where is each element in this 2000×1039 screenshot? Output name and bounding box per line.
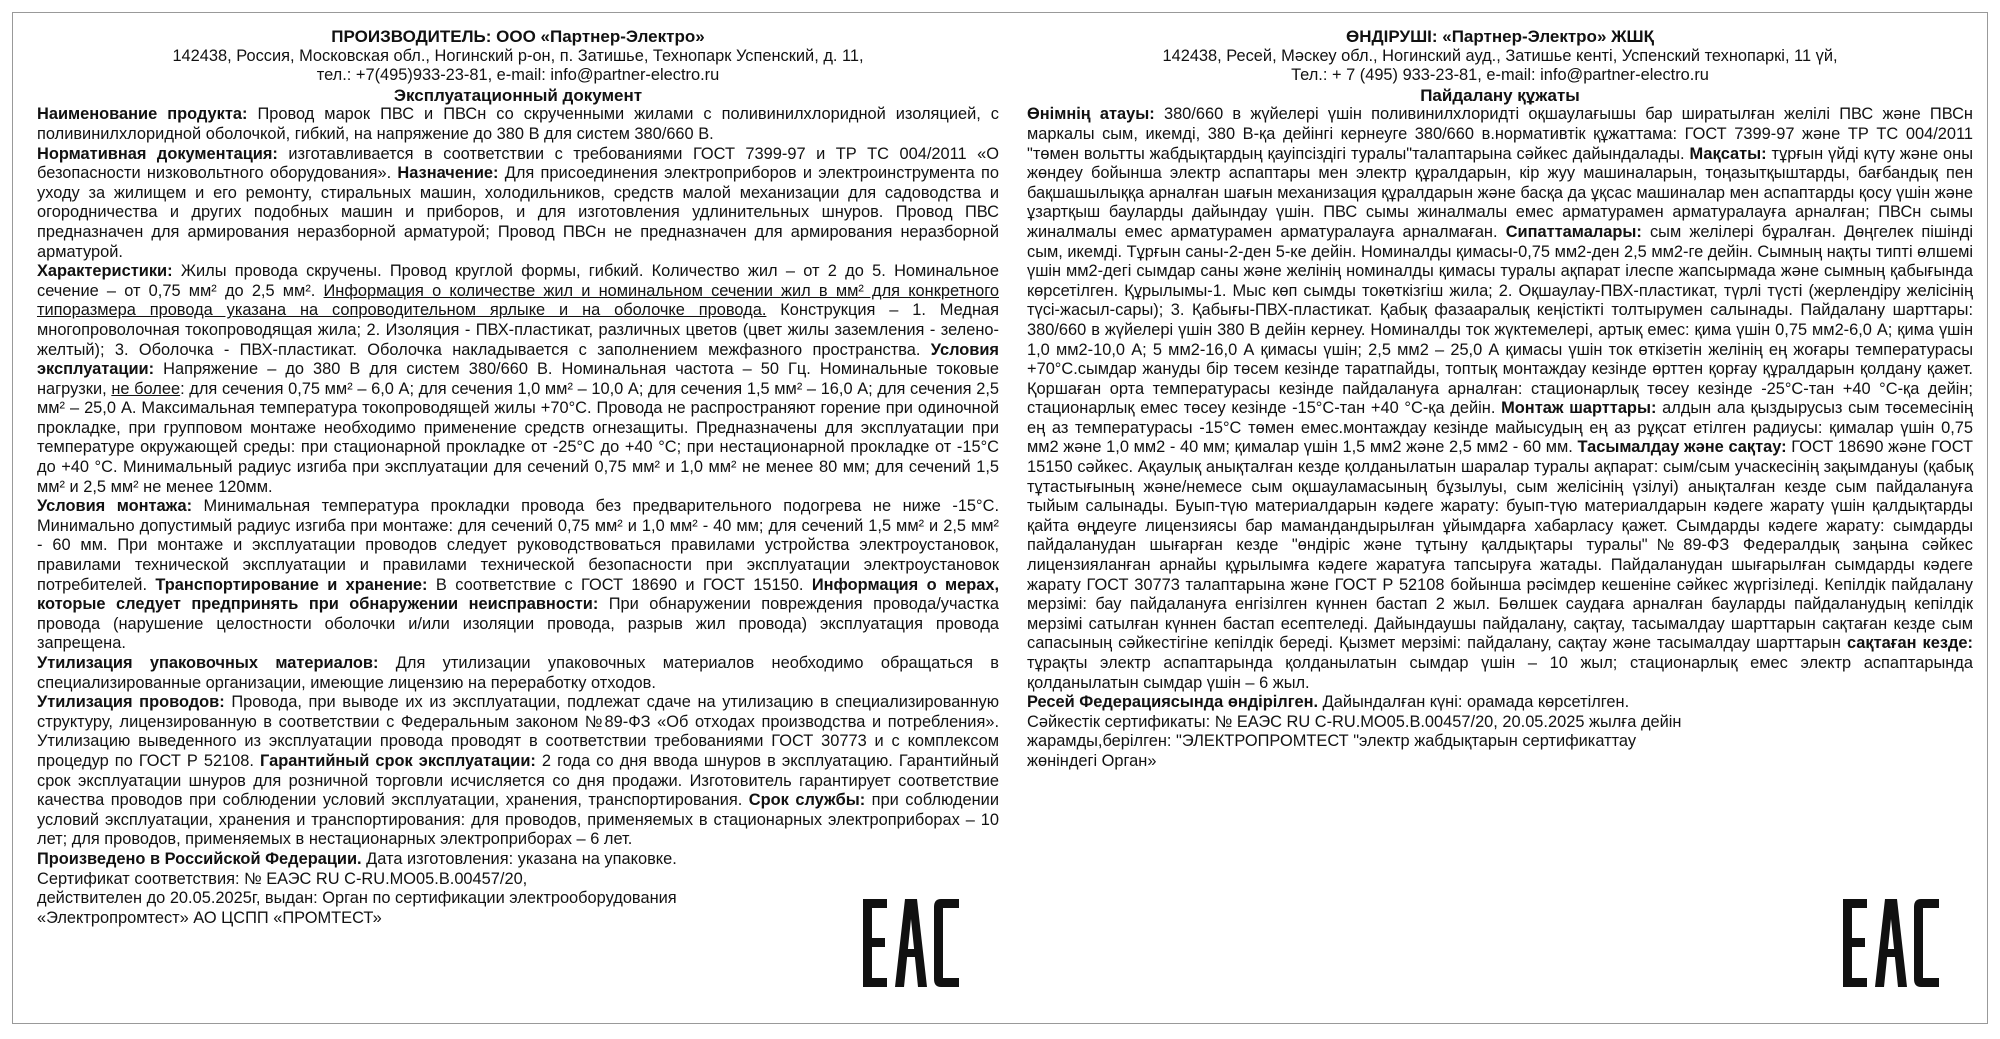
product-name-text: 380/660 в жүйелері үшін поливинилхлоридті оқшаулағышы бар ширатылған желілі ПВС және ПВСн маркалы сым, икемді, 380 В-қа дейінгі кернеуге 380/660 в.нормативтік құжаттама: ГОСТ 7399-97 және ТР ТС 004/2011 "төмен вольтты жабдықтардың қауіпсіздігі туралы"талаптарына сәйкес дайындалады. [1027,105,1973,163]
normative-doc-text: изготавливается в соответствии с требованиями ГОСТ 7399-97 и ТР ТС 004/2011 «О безопасности низковольтного оборудования». [37,144,999,183]
certificate-line-1: Сәйкестік сертификаты: № ЕАЭС RU C-RU.МО05.В.00457/20, 20.05.2025 жылға дейін [1027,712,1682,731]
characteristics-text: сым желілері бұралған. Дөңгелек пішінді сым, икемді. Тұрғын саны-2-ден 5-ке дейін. Номиналды қимасы-0,75 мм2-ден 2,5 мм2-ге дейін. Сымның нақты типті өлшемі үшін мм2-дегі сымдар саны және желінің номиналды қимасы туралы ақпарат ілеспе жапсырмада және сымның қабығында көрсетілген. Құрылымы-1. Мыс көп сымды токөткізгіш жила; 2. Оқшаулау-ПВХ-пластикат, түрлі түсті (жерлендіру желісінің түсі-жасыл-сары); 3. Қабығы-ПВХ-пластикат. Қабық фазааралық кеңістікті толтырумен салынады. Пайдалану шарттары: 380/660 в жүйелері үшін 380 В дейін кернеу. Номиналды ток жүктемелері, артық емес: қима үшін 0,75 мм2-6,0 А; қима үшін 1,0 мм2-10,0 А; 5 мм2-16,0 А қимасы үшін; 2,5 мм2 – 25,0 А қимасы үшін ток өткізетін желінің ең жоғары температурасы +70°С.сымдар жануды бір төсем кезінде таратпайды, топтық монтаждау кезінде өрттен қорғау құралдарын қолдану қажет. Қоршаған орта температурасы кезінде пайдалануға арналған: стационарлық төсеу кезінде -25°С-тан +40 °С-қа дейін; стационарлық емес төсеу кезінде -15°С-тан +40 °С-қа дейін. [1027,222,1973,418]
characteristics-text: Жилы провода скручены. Провод круглой формы, гибкий. Количество жил – от 2 до 5. Номинальное сечение – от 0,75 мм² до 2,5 мм². [37,262,999,300]
producer-address: 142438, Россия, Московская обл., Ногинский р-он, п. Затишье, Технопарк Успенский, д. 11, [172,46,864,65]
packaging-disposal-text: Для утилизации упаковочных материалов необходимо обращаться в специализированные организации, имеющие лицензию на переработку отходов. [37,654,999,692]
label-sheet [12,12,1988,1024]
packaging-disposal-label: Утилизация упаковочных материалов: [37,654,379,672]
normative-doc-paragraph [37,145,999,263]
normative-doc-label: Нормативная документация: [37,144,278,163]
purpose-text: тұрғын үйді күту және оны жөндеу бойынша электр аспаптары мен электр құралдарын, кір жуу машиналарын, тоңазытқыштарды, бағбандық пен бақшашылыққа арналған шағын механизация құралдарын және басқа да ұқсас машиналар мен аспаптарды қосу үшін және ұзартқыш бауларды дайындау үшін. ПВС сымы жиналмалы емес арматурамен арматуралауға арналған; ПВСн сымы жиналмалы емес арматурамен арматуралауға арналмаған. [1027,144,1973,241]
characteristics-label: Сипаттамалары: [1505,222,1642,241]
product-name-paragraph [1027,105,1973,693]
wire-disposal-label: Утилизация проводов: [37,693,225,712]
no-more-than-underlined: не более [111,379,181,398]
warranty-label: Гарантийный срок эксплуатации: [260,751,536,770]
product-name-label: Өнімнің атауы: [1027,105,1155,124]
packaging-disposal-paragraph [37,654,999,693]
producer-contacts: тел.: +7(495)933-23-81, e-mail: info@partner-electro.ru [316,66,720,85]
characteristics-paragraph [37,262,999,497]
installation-paragraph [37,497,999,654]
wire-disposal-text: Провода, при выводе их из эксплуатации, подлежат сдаче на утилизацию в специализированную структуру, лицензированную в соответствии с Федеральным законом №89-ФЗ «Об отходах производства и потребления». Утилизацию выведенного из эксплуатации провода проводят в соответствии требованиями ГОСТ 30773 и с комплексом процедур по ГОСТ Р 52108. [37,693,999,770]
producer-title: ӨНДІРУШІ: «Партнер-Электро» ЖШҚ [1346,27,1654,46]
storage-label: сақтаған кезде: [1846,634,1973,653]
document-title: Пайдалану құжаты [1420,85,1580,105]
malfunction-label: Информация о мерах, которые следует предпринять при обнаружении неисправности: [37,575,999,614]
made-in-line [1027,693,1973,713]
transport-storage-label: Тасымалдау және сақтау: [1577,438,1787,457]
russian-column [37,27,999,928]
producer-title: ПРОИЗВОДИТЕЛЬ: ООО «Партнер-Электро» [331,27,705,46]
purpose-label: Назначение: [397,164,499,183]
product-name-paragraph [37,105,999,144]
certificate-line-2: жарамды,берілген: "ЭЛЕКТРОПРОМТЕСТ "электр жабдықтарын сертификаттау [1027,732,1637,751]
made-in-line [37,850,999,870]
made-in-label: Произведено в Российской Федерации. [37,849,362,868]
document-title: Эксплуатационный документ [393,85,643,105]
certificate-line-3: «Электропромтест» АО ЦСПП «ПРОМТЕСТ» [37,908,382,927]
certificate-line-2: действителен до 20.05.2025г, выдан: Орган по сертификации электрооборудования [37,889,677,908]
service-life-label: Срок службы: [748,791,866,810]
transport-storage-label: Транспортирование и хранение: [155,575,428,594]
installation-label: Условия монтажа: [37,497,193,516]
service-life-text: при соблюдении условий эксплуатации, хранения и транспортирования: для проводов, применяемых в стационарных электроприборах – 10 лет; для проводов, применяемых в нестационарных электроприборах – 6 лет. [37,791,999,849]
malfunction-text: При обнаружении повреждения провода/участка провода (нарушение целостности оболочки и/или изоляции провода, разрыв жил провода) эксплуатация провода запрещена. [37,595,999,653]
made-in-text: Дата изготовления: указана на упаковке. [361,849,677,868]
service-life-text: тұрақты электр аспаптарында қолданылатын сымдар үшін – 10 жыл; стационарлық емес электр аспаптарында қолданылатын сымдар үшін – 6 жыл. [1027,654,1973,692]
product-name-label: Наименование продукта: [37,105,248,124]
transport-storage-text: В соответствие с ГОСТ 18690 и ГОСТ 15150. [427,575,812,594]
wire-disposal-paragraph [37,693,999,850]
characteristics-underlined-note: Информация о количестве жил и номинальном сечении жил в мм² для конкретного типоразмера провода указана на сопроводительном ярлыке и на оболочке провода. [37,281,999,320]
certificate-line-3: жөніндегі Орган» [1027,751,1157,770]
purpose-text: Для присоединения электроприборов и электроинструмента по уходу за жилищем и его ремонту, стиральных машин, холодильников, средств малой механизации для садоводства и огородничества и других подобных машин и приборов, и для изготовления удлинительных шнуров. Провод ПВС предназначен для армирования неразборной арматурой; Провод ПВСн не предназначен для армирования неразборной арматурой. [37,164,999,261]
operating-conditions-label: Условия эксплуатации: [37,340,999,379]
eac-logo-right [1841,897,1941,989]
transport-storage-text: ГОСТ 18690 және ГОСТ 15150 сәйкес. Ақаулық анықталған кезде қолданылатын шаралар туралы ақпарат: сым/сым учаскесінің зақымдануы (қабық тұтастығының және/немесе сым оқшауламасының бұзылуы, сым желісінің үзілуі) анықталған кезде сым пайдалануға тыйым салынады. Буып-түю материалдарын кәдеге жарату: буып-түю материалдарын кәдеге жарату үшін қалдықтарды қайта өңдеуге лицензиясы бар мамандандырылған ұйымдарға хабарласу қажет. Сымдарды кәдеге жарату: сымдарды пайдаланудан шығарған кезде "өндіріс және тұтыну қалдықтары туралы"№89-ФЗ Федералдық заңына сәйкес лицензияланған арнайы құрылымға кәдеге жаратуға тапсыруға жатады. Пайдаланудан шығарылған сымдарды кәдеге жарату ГОСТ 30773 талаптарына және ГОСТ Р 52108 бойынша рәсімдер кешеніне сәйкес жүргізіледі. Кепілдік пайдалану мерзімі: бау пайдалануға енгізілген күннен бастап 2 жыл. Бөлшек саудаға арналған бауларды пайдаланудың кепілдік мерзімі сатылған күннен бастап есептеледі. Дайындаушы пайдалану, сақтау, тасымалдау шарттарын сақтаған кезде сым сапасының сәйкестігіне кепілдік береді. Қызмет мерзімі: пайдалану, сақтау және тасымалдау шарттарын [1027,438,1974,653]
product-name-text: Провод марок ПВС и ПВСн со скрученными жилами с поливинилхлоридной изоляцией, с поливинилхлоридной оболочкой, гибкий, на напряжение до 380 В для систем 380/660 В. [37,105,999,143]
eac-mark-icon [1841,897,1941,989]
certificate-line-1: Сертификат соответствия: № ЕАЭС RU C-RU.МО05.В.00457/20, [37,869,528,888]
operating-conditions-text-2: : для сечения 0,75 мм² – 6,0 А; для сечения 1,0 мм² – 10,0 А; для сечения 1,5 мм² – 16,0 А; для сечения 2,5 мм² – 25,0 А. Максимальная температура токопроводящей жилы +70°С. Провода не распространяют горение при одиночной прокладке, при групповом монтаже необходимо применение средств огнезащиты. Предназначены для эксплуатации при температуре окружающей среды: при стационарной прокладке от -25°С до +40 °С; при нестационарной прокладке от -15°С до +40 °С. Минимальный радиус изгиба при эксплуатации для сечений 0,75 мм² и 1,0 мм² не менее 80 мм; для сечений 1,5 мм² и 2,5 мм² не менее 120мм. [37,379,999,496]
made-in-label: Ресей Федерациясында өндірілген. [1027,693,1319,712]
eac-mark-icon [861,897,961,989]
installation-text: Минимальная температура прокладки провода без предварительного подогрева не ниже -15°С. Минимально допустимый радиус изгиба при монтаже: для сечений 0,75 мм² и 1,0 мм² - 40 мм; для сечений 1,5 мм² и 2,5 мм² - 60 мм. При монтаже и эксплуатации проводов следует руководствоваться правилами устройства электроустановок, правилами технической эксплуатации и правилами технической безопасности при эксплуатации электроустановок потребителей. [37,497,999,594]
producer-contacts: Тел.: + 7 (495) 933-23-81, e-mail: info@partner-electro.ru [1291,66,1709,85]
eac-logo-left [861,897,961,989]
operating-conditions-text: Напряжение – до 380 В для систем 380/660 В. Номинальная частота – 50 Гц. Номинальные токовые нагрузки, [37,360,999,398]
made-in-text: Дайындалған күні: орамада көрсетілген. [1318,693,1630,712]
kazakh-column [1027,27,1973,772]
purpose-label: Мақсаты: [1689,144,1767,163]
construction-text: Конструкция – 1. Медная многопроволочная токопроводящая жила; 2. Изоляция - ПВХ-пластикат, различных цветов (цвет жилы заземления - зелено-желтый); 3. Оболочка - ПВХ-пластикат. Оболочка накладывается с заполнением межфазного пространства. [37,301,1000,359]
installation-text: алдын ала қыздырусыз сым төсемесінің ең аз температурасы -15°С төмен емес.монтаждау кезінде майысудың ең аз рұқсат етілген радиусы: қималар үшін 0,75 мм2 және 1,0 мм2 - 40 мм; қималар үшін 1,5 мм2 және 2,5 мм2 - 60 мм. [1027,399,1973,457]
installation-label: Монтаж шарттары: [1501,399,1657,418]
producer-address: 142438, Ресей, Мәскеу обл., Ногинский ауд., Затишье кенті, Успенский технопаркі, 11 үй, [1162,46,1838,65]
characteristics-label: Характеристики: [37,262,173,281]
warranty-text: 2 года со дня ввода шнуров в эксплуатацию. Гарантийный срок эксплуатации шнуров для розничной торговли исчисляется со дня продажи. Изготовитель гарантирует соответствие качества проводов при соблюдении условий эксплуатации, хранения, транспортирования. [37,751,999,810]
